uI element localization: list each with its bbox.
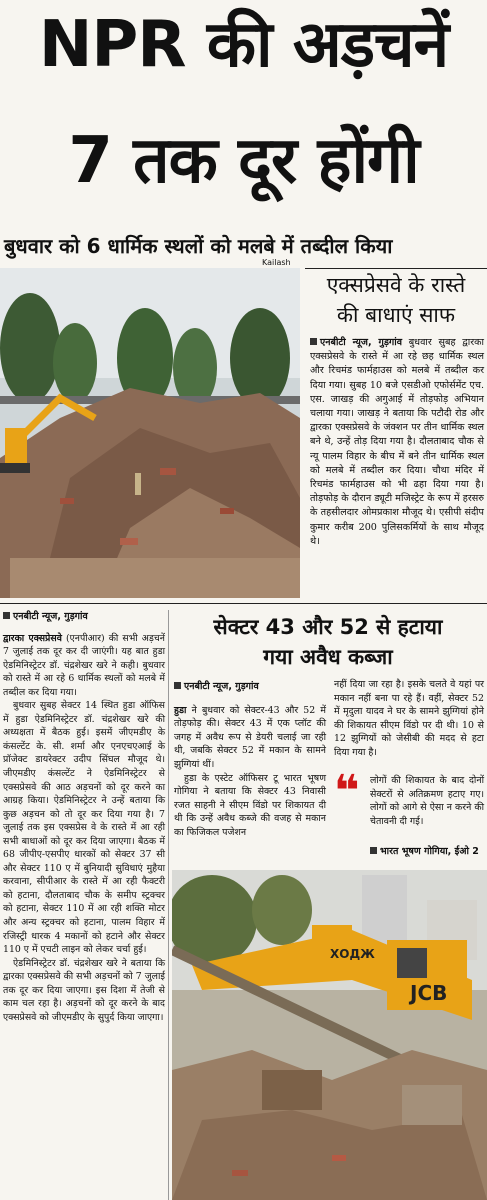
right-story-col-2 xyxy=(334,678,484,760)
bullet-square-icon xyxy=(3,612,10,619)
pull-quote xyxy=(370,774,484,828)
right-byline-row xyxy=(174,680,326,694)
right-story-title xyxy=(172,612,484,672)
top-photo-demolition xyxy=(0,268,300,598)
left-para-1-text: (एनपीआर) की सभी अड़चनें 7 जुलाई तक दूर कर दी जाएंगी। यह बात हुडा ऐडमिनिस्ट्रेटर डॉ. चंद्रशेखर खरे ने कही। बुधवार को रास्ते में आ रहे 6 धार्मिक स्थलों को मलबे में तब्दील कर दिया गया। xyxy=(3,632,165,698)
side-body-text: बुधवार सुबह द्वारका एक्सप्रेसवे के रास्ते में आ रहे छह धार्मिक स्थल और रिचमंड फार्महाउस को मलबे में तब्दील कर दिया गया। सुबह 10 बजे एसडीओ एफोर्समेंट एच. एस. जाखड़ की अगुआई में तोड़फोड़ अभियान चलाया गया। जाखड़ ने बताया कि पटौदी रोड और द्वारका एक्सप्रेसवे के जंक्शन पर तीन धार्मिक स्थल बने थे, उन्हें तोड़ दिया गया है। दौलताबाद चौक से न्यू पालम विहार के बीच में बने तीन धार्मिक स्थल को मलबे में तब्दील कर दिया। चौथा मंदिर में रिचमंड फार्महाउस को भी ढहा दिया गया है। तोड़फोड़ के दौरान ड्यूटी मजिस्ट्रेट के रूप में हरसरु के तहसीलदार ओमप्रकाश मौजूद थे। एसीपी संदीप कुमार करीब 200 पुलिसकर्मियों के साथ मौजूद थे। xyxy=(310,337,484,547)
left-byline: एनबीटी न्यूज, गुड़गांव xyxy=(13,611,88,622)
left-para-2: बुधवार सुबह सेक्टर 14 स्थित हुडा ऑफिस में हुडा ऐडमिनिस्ट्रेटर डॉ. चंद्रशेखर खरे की अध्यक्षता में बैठक हुई। इसमें जीएमडीए के कंसल्टेंट के. सी. शर्मा और एनएचएआई के प्रॉजेक्ट डायरेक्टर उदीप सिंघल मौजूद थे। जीएमडीए कंसल्टेंट ने ऐडमिनिस्ट्रेटर से एक्सप्रेसवे की आठ अड़चनों को दूर करने का आग्रह किया। ऐडमिनिस्ट्रेटर ने उन्हें बताया कि कुछ अड़चन को तो दूर कर दिया गया है। 7 जुलाई तक इस एक्सप्रेस वे के रास्ते में आ रही सभी बाधाओं को दूर कर दिया जाएगा। बैठक में 68 जीपीए-एसपीए धारकों को सेक्टर 37 सी और सेक्टर 110 ए में बुनियादी सुविधाएं मुहैया करवाना, सीपीआर के रास्ते में आ रही फैक्टरी को हटाना, दौलताबाद चौक के समीप स्ट्रक्चर को हटाना, सेक्टर 110 में आ रही शक्ति मोटर और अन्य स्ट्रक्चर को हटाना, पालम विहार में रजिस्ट्री धारक 4 मकानों को हटाने और सेक्टर 110 ए में एचटी लाइन को लेकर चर्चा हुई। xyxy=(3,700,165,956)
jcb-photo-graphic xyxy=(172,870,487,1200)
left-byline-row xyxy=(3,610,165,624)
side-box-rule xyxy=(305,268,487,269)
bullet-square-icon xyxy=(370,847,377,854)
bullet-square-icon xyxy=(174,682,181,689)
bottom-photo-jcb xyxy=(172,870,487,1200)
subheadline: बुधवार को 6 धार्मिक स्थलों को मलबे में तब्दील किया xyxy=(4,234,393,258)
quote-mark-icon: ❝ xyxy=(334,766,360,817)
side-title-line-2: की बाधाएं साफ xyxy=(336,303,456,327)
column-rule xyxy=(168,610,169,1200)
headline-line-2: 7 तक दूर होंगी xyxy=(68,124,419,198)
demolition-photo-graphic xyxy=(0,268,300,598)
headline-line-1: NPR की अड़चनें xyxy=(38,8,449,82)
side-story-body xyxy=(310,336,484,549)
main-headline xyxy=(0,2,487,204)
right-story-col-1 xyxy=(174,680,326,840)
quote-attribution xyxy=(370,844,484,857)
left-lead: द्वारका एक्सप्रेसवे xyxy=(3,632,62,644)
photo-credit: Kailash xyxy=(262,258,291,267)
right-col1-text: ने बुधवार को सेक्टर-43 और 52 में तोड़फोड़ की। सेक्टर 43 में एक प्लॉट की जगह में अवैध रूप से डेयरी चलाई जा रही थी, जबकि सेक्टर 52 में मकान के सामने झुग्गियां थीं। xyxy=(174,704,326,770)
side-story-title xyxy=(305,270,487,330)
side-title-line-1: एक्सप्रेसवे के रास्ते xyxy=(326,273,466,297)
right-title-line-1: सेक्टर 43 और 52 से हटाया xyxy=(213,615,443,639)
right-lead: हुडा xyxy=(174,704,187,716)
jcb-arm-text: ХОДЖ xyxy=(330,947,375,961)
quote-text: लोगों की शिकायत के बाद दोनों सेक्टरों से अतिक्रमण हटाए गए। लोगों को आगे से ऐसा न करने की चेतावनी दी गई। xyxy=(370,775,484,827)
right-col1-para-1 xyxy=(174,704,326,772)
right-col2-text: नहीं दिया जा रहा है। इसके चलते वे यहां पर मकान नहीं बना पा रहे हैं। वहीं, सेक्टर 52 में मृदुला यादव ने घर के सामने झुग्गियां होने की शिकायत सीएम विंडो पर दी थी। 10 से 12 झुग्गियों को जेसीबी की मदद से हटा दिया गया है। xyxy=(334,679,484,758)
right-byline: एनबीटी न्यूज, गुड़गांव xyxy=(184,681,259,692)
bullet-square-icon xyxy=(310,338,317,345)
left-story xyxy=(3,610,165,1024)
right-col1-para-2: हुडा के एस्टेट ऑफिसर टू भारत भूषण गोगिया ने बताया कि सेक्टर 43 निवासी रजत साहनी ने सीएम विंडो पर शिकायत दी थी कि उन्हें अवैध कब्जे की वजह से मकान का फिजिकल पजेशन xyxy=(174,772,326,838)
right-title-line-2: गया अवैध कब्जा xyxy=(263,645,393,669)
side-byline: एनबीटी न्यूज, गुड़गांव xyxy=(320,337,403,348)
left-para-1 xyxy=(3,632,165,700)
section-divider xyxy=(0,603,487,604)
left-para-3: ऐडमिनिस्ट्रेटर डॉ. चंद्रशेखर खरे ने बताया कि द्वारका एक्सप्रेसवे की सभी अड़चनों को 7 जुलाई तक दूर कर दिया जाएगा। इस दिशा में तेजी से काम चल रहा है। अड़चनों को दूर करने के बाद एक्सप्रेसवे को जीएमडीए के सुपुर्द किया जाएगा। xyxy=(3,957,165,1023)
jcb-logo-text: JCB xyxy=(410,981,448,1005)
quote-attribution-text: भारत भूषण गोगिया, ईओ 2 xyxy=(380,846,479,857)
